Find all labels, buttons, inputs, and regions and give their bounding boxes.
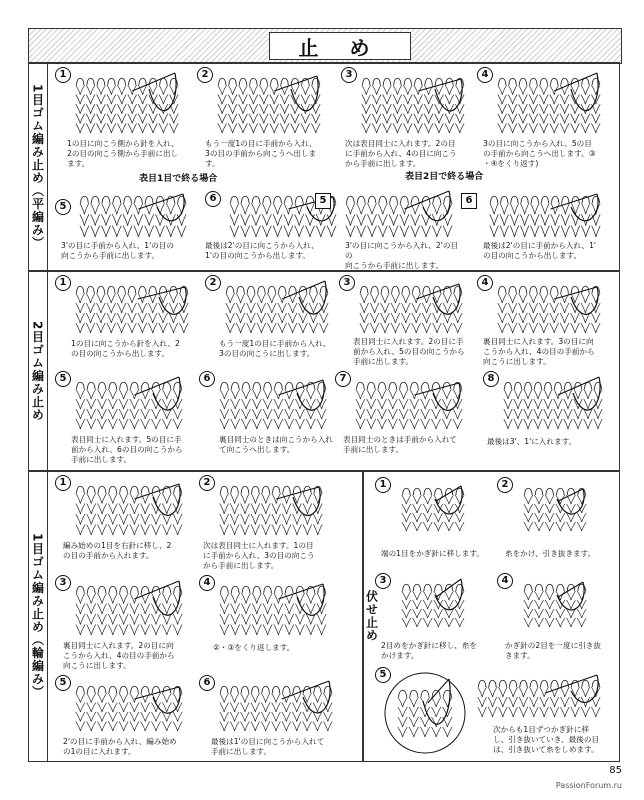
step-caption: 最後は1'の目に向こうから入れて 手前に出します。 — [211, 737, 325, 756]
step-caption: 3'の目に手前から入れ、1'の目の 向こうから手前に出します。 — [61, 241, 175, 260]
knit-illustration — [219, 279, 339, 337]
section-label-box — [29, 271, 48, 471]
step-1 — [375, 477, 491, 567]
knit-illustration — [73, 189, 197, 241]
knit-illustration — [69, 679, 193, 735]
step-caption: かぎ針の2目を一度に引き抜 きます。 — [505, 641, 601, 660]
step-caption: 最後は3'、1'に入れます。 — [487, 437, 577, 446]
step-6 — [199, 371, 343, 467]
knit-illustration — [395, 481, 475, 535]
knit-illustration — [69, 279, 199, 337]
step-5b — [315, 185, 465, 269]
knit-illustration — [213, 479, 333, 539]
step-caption: 表目同士に入れます。5の目に手 前から入れ、6の目の向こうから 手前に出します。 — [71, 435, 183, 464]
knit-illustration — [213, 375, 337, 433]
watermark: PassionForum.ru — [555, 781, 622, 790]
step-caption: 次からも1目ずつかぎ針に移 し、引き抜いていき、最後の目 は、引き抜いて糸をしめます。 — [493, 725, 600, 754]
knit-illustration — [349, 375, 473, 433]
step-3 — [339, 275, 479, 371]
step-number: 2 — [497, 477, 513, 493]
step-number: 4 — [497, 573, 513, 589]
step-3 — [375, 573, 491, 663]
section-label: 1目ゴム編み止め（輪編み） — [30, 533, 45, 699]
knit-illustration — [483, 189, 611, 241]
step-2 — [205, 275, 345, 371]
step-caption: 次は表目同士に入れます。2の目 に手前から入れ、4の目に向こう から手前に出します。 — [345, 139, 457, 168]
detail-circle — [383, 671, 467, 755]
step-2 — [199, 475, 359, 569]
step-4 — [199, 575, 359, 669]
step-number: 5 — [55, 675, 71, 691]
step-3 — [55, 575, 199, 669]
step-6 — [199, 675, 359, 759]
step-caption: 3'の目に向こうから入れ、2'の目の 向こうから手前に出します。 — [345, 241, 459, 270]
step-number: 1 — [375, 477, 391, 493]
step-number: 1 — [55, 275, 71, 291]
step-number: 3 — [375, 573, 391, 589]
section-rib-2x2 — [28, 270, 620, 472]
page-title: 止 め — [269, 32, 411, 60]
knit-illustration — [69, 579, 193, 639]
step-number: 2 — [199, 475, 215, 491]
step-number: 5 — [375, 667, 391, 683]
header-two-knit-end: 表目2目で終る場合 — [405, 172, 484, 182]
step-4 — [497, 573, 617, 663]
knit-illustration — [69, 479, 193, 539]
section-rib-1x1-flat — [28, 62, 620, 272]
step-8 — [483, 371, 617, 467]
step-5 — [55, 185, 205, 269]
section-label: 1目ゴム編み止め（平編み） — [30, 84, 45, 250]
step-5 — [55, 675, 199, 759]
knit-illustration — [69, 375, 193, 433]
step-number: 4 — [199, 575, 215, 591]
step-number: 5 — [55, 199, 71, 215]
step-caption: 端の1目をかぎ針に移します。 — [381, 549, 484, 558]
step-caption: 1の目に向こう側から針を入れ、 2の目の向こう側から手前に出し ます。 — [67, 139, 179, 168]
step-1 — [55, 475, 195, 569]
step-number: 4 — [477, 275, 493, 291]
step-2 — [497, 477, 617, 567]
page-number: 85 — [609, 765, 622, 776]
step-caption: 3の目に向こうから入れ、5の目 の手前から向こうへ出します。③ ・④をくり返す) — [483, 139, 596, 168]
step-number: 2 — [197, 67, 213, 83]
section-label-box — [29, 63, 48, 271]
step-5 — [55, 371, 199, 467]
step-caption: 裏目同士のときは向こうから入れ て向こうへ出します。 — [219, 435, 333, 454]
step-caption: 裏目同士に入れます。3の目に向 こうから入れ、4の目の手前から 向こうに出します。 — [483, 337, 595, 366]
header-one-knit-end: 表目1目で終る場合 — [139, 174, 218, 184]
section-label: 2目ゴム編み止め — [30, 320, 45, 422]
section-rib-1x1-round — [28, 470, 364, 762]
step-number: 3 — [341, 67, 357, 83]
step-caption: 表目同士のときは手前から入れて 手前に出します。 — [343, 435, 457, 454]
knit-illustration — [517, 577, 597, 631]
step-number: 2 — [205, 275, 221, 291]
knit-illustration — [213, 579, 337, 639]
step-3 — [341, 67, 481, 177]
step-caption: 1の目に向こうから針を入れ、2 の目の向こうから出します。 — [71, 339, 180, 358]
step-number: 6 — [461, 193, 477, 209]
step-caption: 表目同士に入れます。2の目に手 前から入れ、5の目の向こうから 手前に出します。 — [353, 337, 465, 366]
step-number: 5 — [55, 371, 71, 387]
knit-illustration — [211, 71, 331, 137]
knit-illustration — [69, 71, 189, 137]
knit-illustration — [353, 279, 473, 337]
section-label-box — [29, 471, 48, 761]
step-number: 7 — [335, 371, 351, 387]
step-number: 3 — [55, 575, 71, 591]
knit-illustration — [491, 71, 611, 137]
step-number: 6 — [199, 675, 215, 691]
step-caption: ②・③をくり返します。 — [213, 643, 295, 652]
step-number: 1 — [55, 475, 71, 491]
step-caption: 最後は2'の目に手前から入れ、1' の目の向こうから出します。 — [483, 241, 597, 260]
step-caption: 最後は2'の目に向こうから入れ、 1'の目の向こうから出します。 — [205, 241, 319, 260]
knit-illustration — [355, 71, 475, 137]
step-caption: もう一度1の目に手前から入れ、 3の目の向こうに出します。 — [219, 339, 331, 358]
knit-illustration — [491, 279, 611, 337]
step-4 — [477, 67, 617, 177]
title-bar — [28, 28, 622, 64]
section-label: 伏せ止め — [364, 590, 379, 642]
step-number: 6 — [205, 191, 221, 207]
section-bind-off — [362, 470, 620, 762]
step-caption: 次は表目同士に入れます。1の目 に手前から入れ、3の目の向こう から手前に出します。 — [203, 541, 315, 570]
step-5 — [375, 667, 617, 759]
step-1 — [55, 275, 195, 371]
step-number: 6 — [199, 371, 215, 387]
step-6b — [461, 185, 617, 269]
step-caption: もう一度1の目に手前から入れ、 3の目の手前から向こうへ出しま す。 — [205, 139, 317, 168]
step-7 — [335, 371, 483, 467]
knit-illustration — [471, 673, 611, 721]
step-2 — [197, 67, 337, 177]
step-caption: 裏目同士に入れます。2の目に向 こうから入れ、4の目の手前から 向こうに出します。 — [63, 641, 175, 670]
step-number: 3 — [339, 275, 355, 291]
knit-illustration — [497, 375, 613, 433]
step-number: 8 — [483, 371, 499, 387]
step-number: 1 — [55, 67, 71, 83]
step-1 — [55, 67, 195, 177]
knit-illustration — [213, 679, 343, 735]
knit-illustration — [395, 577, 475, 631]
step-caption: 糸をかけ、引き抜きます。 — [505, 549, 596, 558]
step-number: 5 — [315, 193, 331, 209]
knit-illustration — [339, 189, 463, 241]
step-4 — [477, 275, 617, 371]
step-number: 4 — [477, 67, 493, 83]
step-caption: 編み始めの1目を右針に移し、2 の目の手前から入れます。 — [63, 541, 172, 560]
step-caption: 2目めをかぎ針に移し、糸を かけます。 — [381, 641, 477, 660]
knit-illustration — [517, 481, 597, 535]
step-caption: 2'の目に手前から入れ、編み始め の1の目に入れます。 — [63, 737, 177, 756]
